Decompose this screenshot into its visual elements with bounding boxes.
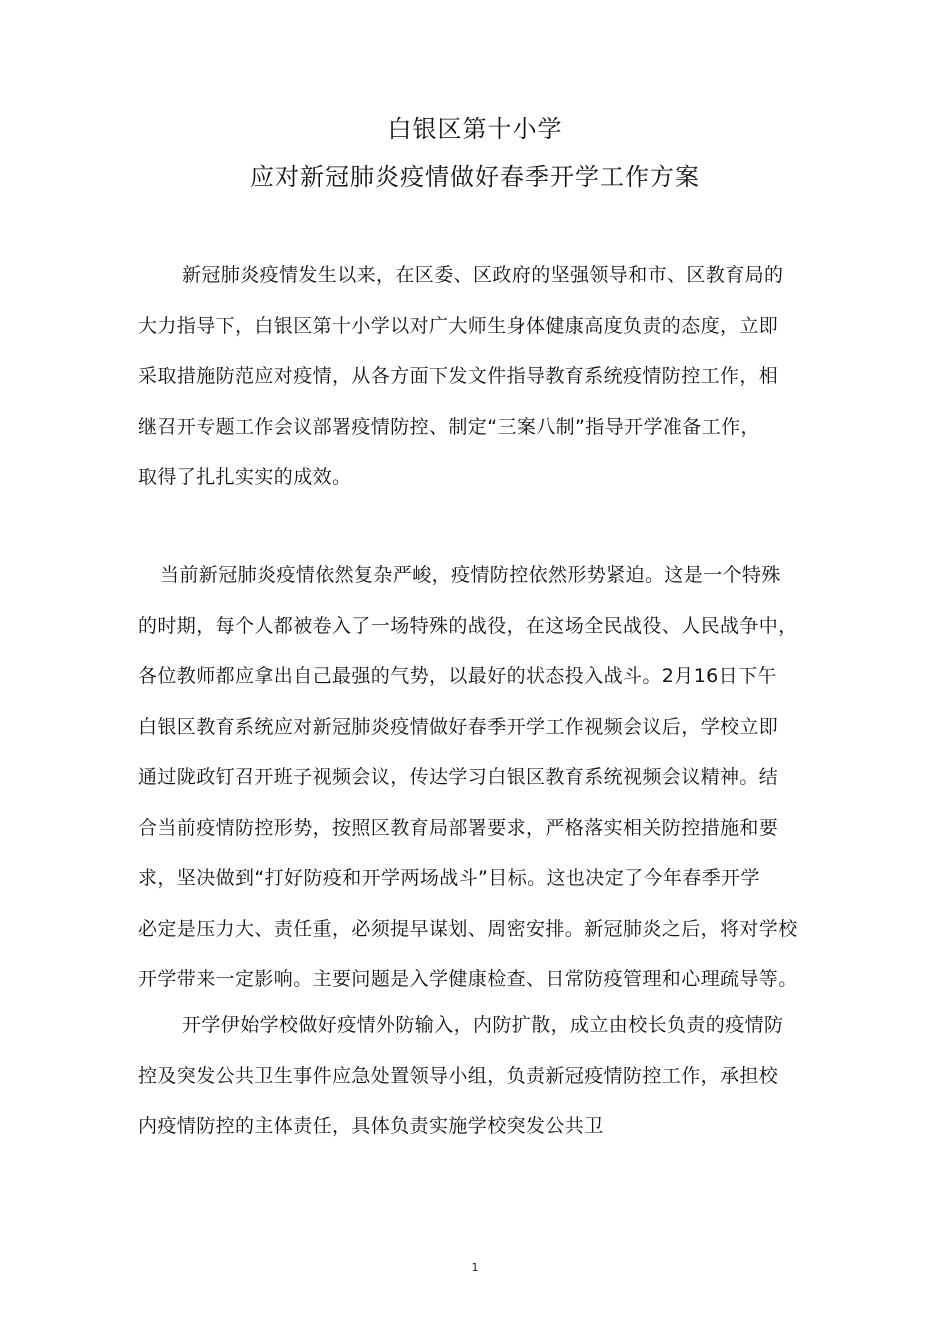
paragraph-line: 当前新冠肺炎疫情依然复杂严峻，疫情防控依然形势紧迫。这是一个特殊 xyxy=(160,564,781,586)
paragraph-1 xyxy=(138,250,828,503)
paragraph-line: 求，坚决做到“打好防疫和开学两场战斗”目标。这也决定了今年春季开学 xyxy=(138,867,760,889)
document-title-line-2: 应对新冠肺炎疫情做好春季开学工作方案 xyxy=(250,163,700,191)
paragraph-line: 的时期，每个人都被卷入了一场特殊的战役，在这场全民战役、人民战争中， xyxy=(138,614,798,637)
paragraph-line: 采取措施防范应对疫情，从各方面下发文件指导教育系统疫情防控工作，相 xyxy=(138,365,779,387)
paragraph-line: 新冠肺炎疫情发生以来，在区委、区政府的坚强领导和市、区教育局的 xyxy=(182,264,784,286)
paragraph-2 xyxy=(138,550,828,1005)
paragraph-line: 合当前疫情防控形势，按照区教育局部署要求，严格落实相关防控措施和要 xyxy=(138,816,779,839)
document-title-line-1: 白银区第十小学 xyxy=(387,115,563,143)
paragraph-line: 取得了扎扎实实的成效。 xyxy=(138,466,352,488)
paragraph-line: 必定是压力大、责任重，必须提早谋划、周密安排。新冠肺炎之后，将对学校 xyxy=(138,917,798,940)
paragraph-line: 白银区教育系统应对新冠肺炎疫情做好春季开学工作视频会议后，学校立即 xyxy=(138,715,779,738)
paragraph-line: 开学带来一定影响。主要问题是入学健康检查、日常防疫管理和心理疏导等。 xyxy=(138,968,798,990)
paragraph-line: 继召开专题工作会议部署疫情防控、制定“三案八制”指导开学准备工作， xyxy=(138,415,760,438)
paragraph-line: 开学伊始学校做好疫情外防输入，内防扩散，成立由校长负责的疫情防 xyxy=(182,1014,784,1036)
paragraph-line: 控及突发公共卫生事件应急处置领导小组，负责新冠疫情防控工作，承担校 xyxy=(138,1064,779,1087)
paragraph-line: 通过陇政钉召开班子视频会议，传达学习白银区教育系统视频会议精神。结 xyxy=(138,766,779,788)
paragraph-line: 各位教师都应拿出自己最强的气势，以最好的状态投入战斗。2月16日下午 xyxy=(138,665,777,687)
paragraph-3 xyxy=(138,1000,828,1152)
page-number: 1 xyxy=(471,1261,479,1274)
paragraph-line: 内疫情防控的主体责任，具体负责实施学校突发公共卫 xyxy=(138,1115,604,1137)
paragraph-line: 大力指导下，白银区第十小学以对广大师生身体健康高度负责的态度，立即 xyxy=(138,314,779,337)
